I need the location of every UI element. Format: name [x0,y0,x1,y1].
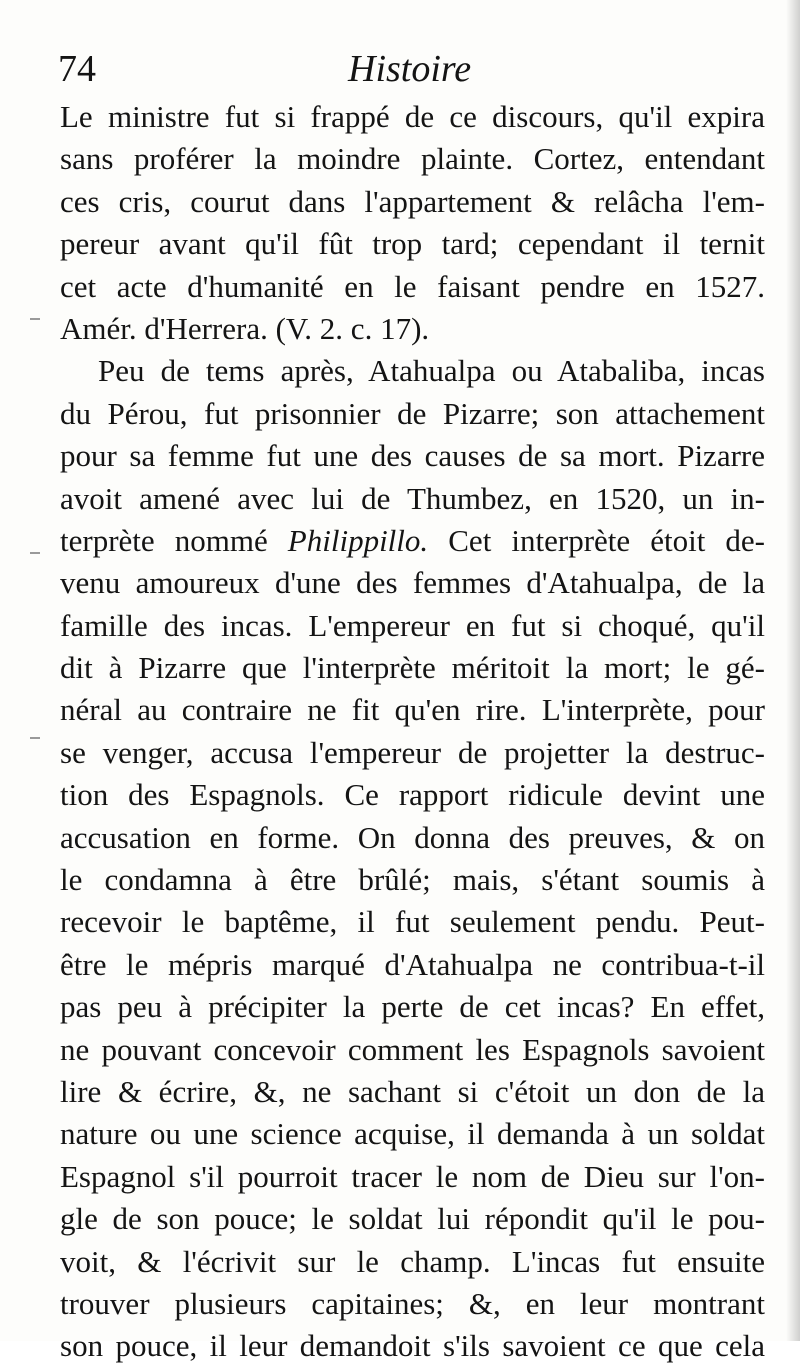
text-line: famille des incas. L'empereur en fut si choqué, qu'il [60,607,765,643]
text-line: pereur avant qu'il fût trop tard; cependant il ternit [60,226,765,262]
text-line: accusation en forme. On donna des preuves, & on [60,819,765,855]
text-line: du Pérou, fut prisonnier de Pizarre; son attachement [60,395,765,431]
page-header [58,42,778,96]
italic-name: Philippillo. [287,522,429,558]
margin-mark [30,318,40,320]
text-line: tion des Espagnols. Ce rapport ridicule devint une [60,777,765,813]
text-line: être le mépris marqué d'Atahualpa ne contribua-t-il [60,946,765,982]
text-line: lire & écrire, &, ne sachant si c'étoit un don de la [60,1073,765,1109]
text-line: sans proférer la moindre plainte. Cortez, entendant [60,141,765,177]
text-line: trouver plusieurs capitaines; &, en leur montrant [60,1285,765,1321]
text-line: recevoir le baptême, il fut seulement pendu. Peut- [60,904,765,940]
text-line: pas peu à précipiter la perte de cet incas? En effet, [60,989,765,1025]
text-line: Amér. d'Herrera. (V. 2. c. 17). [60,310,430,346]
text-line: dit à Pizarre que l'interprète méritoit la mort; le gé- [60,650,765,686]
text-line-with-italic-name: terprète nommé Philippillo. Cet interprète étoit de- [60,522,765,558]
text-line: gle de son pouce; le soldat lui répondit qu'il le pou- [60,1201,765,1237]
text-line: le condamna à être brûlé; mais, s'étant soumis à [60,862,765,898]
text-line: Peu de tems après, Atahualpa ou Atabaliba, incas [98,353,765,389]
text-line: néral au contraire ne fit qu'en rire. L'interprète, pour [60,692,765,728]
text-line: se venger, accusa l'empereur de projetter la destruc- [60,734,765,770]
text-line: ces cris, courut dans l'appartement & relâcha l'em- [60,183,765,219]
margin-mark [30,552,40,554]
running-title: Histoire [348,48,472,90]
text-line: venu amoureux d'une des femmes d'Atahualpa, de la [60,565,765,601]
text-line: pour sa femme fut une des causes de sa mort. Pizarre [60,438,765,474]
text-line: Le ministre fut si frappé de ce discours, qu'il expira [60,99,765,134]
paragraph-1 [60,96,765,350]
paragraph-2 [60,350,765,1367]
text-line: ne pouvant concevoir comment les Espagnols savoient [60,1031,765,1067]
text-line: avoit amené avec lui de Thumbez, en 1520, un in- [60,480,765,516]
page-edge-shadow [786,0,800,1341]
margin-mark [30,737,40,739]
text-line: nature ou une science acquise, il demanda à un soldat [60,1116,765,1152]
text-line: son pouce, il leur demandoit s'ils savoient ce que cela [60,1328,765,1364]
page-number: 74 [58,48,96,90]
text-line: Espagnol s'il pourroit tracer le nom de Dieu sur l'on- [60,1158,765,1194]
body-text [60,96,765,1368]
text-line: voit, & l'écrivit sur le champ. L'incas fut ensuite [60,1243,765,1279]
text-line: cet acte d'humanité en le faisant pendre en 1527. [60,268,765,304]
